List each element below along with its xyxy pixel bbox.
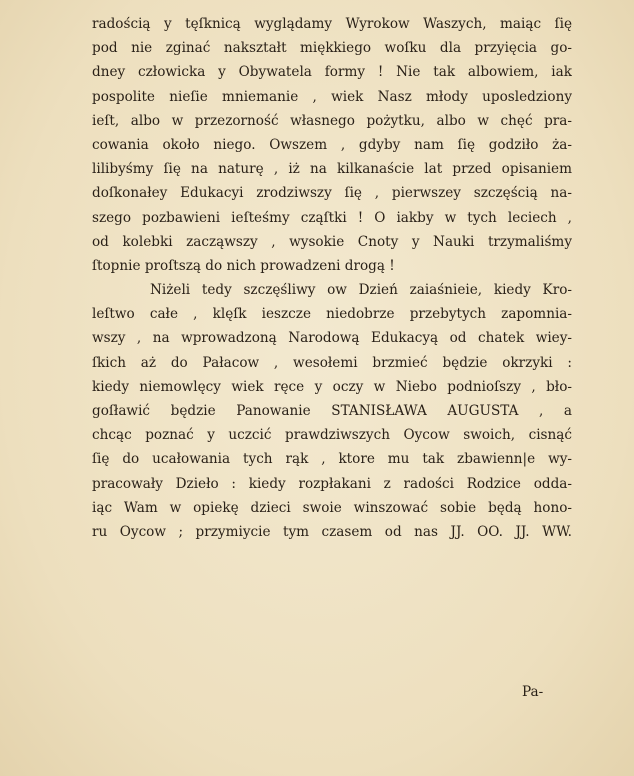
text-line: ſtopnie proſtszą do nich prowadzeni drogą !	[92, 257, 395, 274]
text-line: iąc Wam w opiekę dzieci swoie winszować sobie będą hono-	[92, 499, 572, 516]
text-line: ieſt, albo w przezorność własnego pożytku, albo w chęć pra-	[92, 112, 572, 129]
text-line: lilibyśmy ſię na naturę , iż na kilkanaście lat przed opisaniem	[92, 161, 572, 178]
text-line: pod nie zginać nakształt miękkiego woſku dla przyięcia go-	[92, 40, 572, 57]
text-line: chcąc poznać y uczcić prawdziwszych Oycow swoich, cisnąć	[92, 427, 572, 444]
text-line: doſkonałey Edukacyi zrodziwszy ſię , pierwszey szczęścią na-	[92, 185, 572, 202]
text-line: szego pozbawieni ieſteśmy cząſtki ! O iakby w tych leciech ,	[92, 209, 572, 226]
text-line: wszy , na wprowadzoną Narodową Edukacyą od chatek wiey-	[92, 330, 572, 347]
text-line: dney człowicka y Obywatela formy ! Nie tak albowiem, iak	[92, 64, 572, 81]
page-text	[92, 12, 572, 544]
text-line: ſkich aż do Pałacow , wesołemi brzmieć będzie okrzyki :	[92, 354, 572, 371]
text-line: ſię do ucałowania tych rąk , ktore mu tak zbawienn|e wy-	[92, 451, 572, 468]
text-line: Niżeli tedy szczęśliwy ow Dzień zaiaśnieie, kiedy Kro-	[150, 282, 572, 299]
text-line: goſławić będzie Panowanie STANISŁAWA AUGUSTA , a	[92, 403, 572, 419]
text-line: radością y tęſknicą wyglądamy Wyrokow Waszych, maiąc ſię	[92, 16, 572, 32]
text-line: kiedy niemowlęcy wiek ręce y oczy w Niebo podnioſszy , bło-	[92, 378, 572, 395]
text-line: leſtwo całe , klęſk ieszcze niedobrze przebytych zapomnia-	[92, 306, 572, 323]
text-line: od kolebki zacząwszy , wysokie Cnoty y Nauki trzymaliśmy	[92, 233, 572, 250]
text-line: cowania około niego. Owszem , gdyby nam ſię godziło ża-	[92, 136, 572, 153]
text-line: pracowały Dzieło : kiedy rozpłakani z radości Rodzice odda-	[92, 475, 572, 492]
text-line: pospolite nieſie mniemanie , wiek Nasz młody uposledziony	[92, 88, 572, 105]
text-line: ru Oycow ; przymiycie tym czasem od nas JJ. OO. JJ. WW.	[92, 523, 572, 540]
catchword: Pa-	[522, 684, 544, 700]
